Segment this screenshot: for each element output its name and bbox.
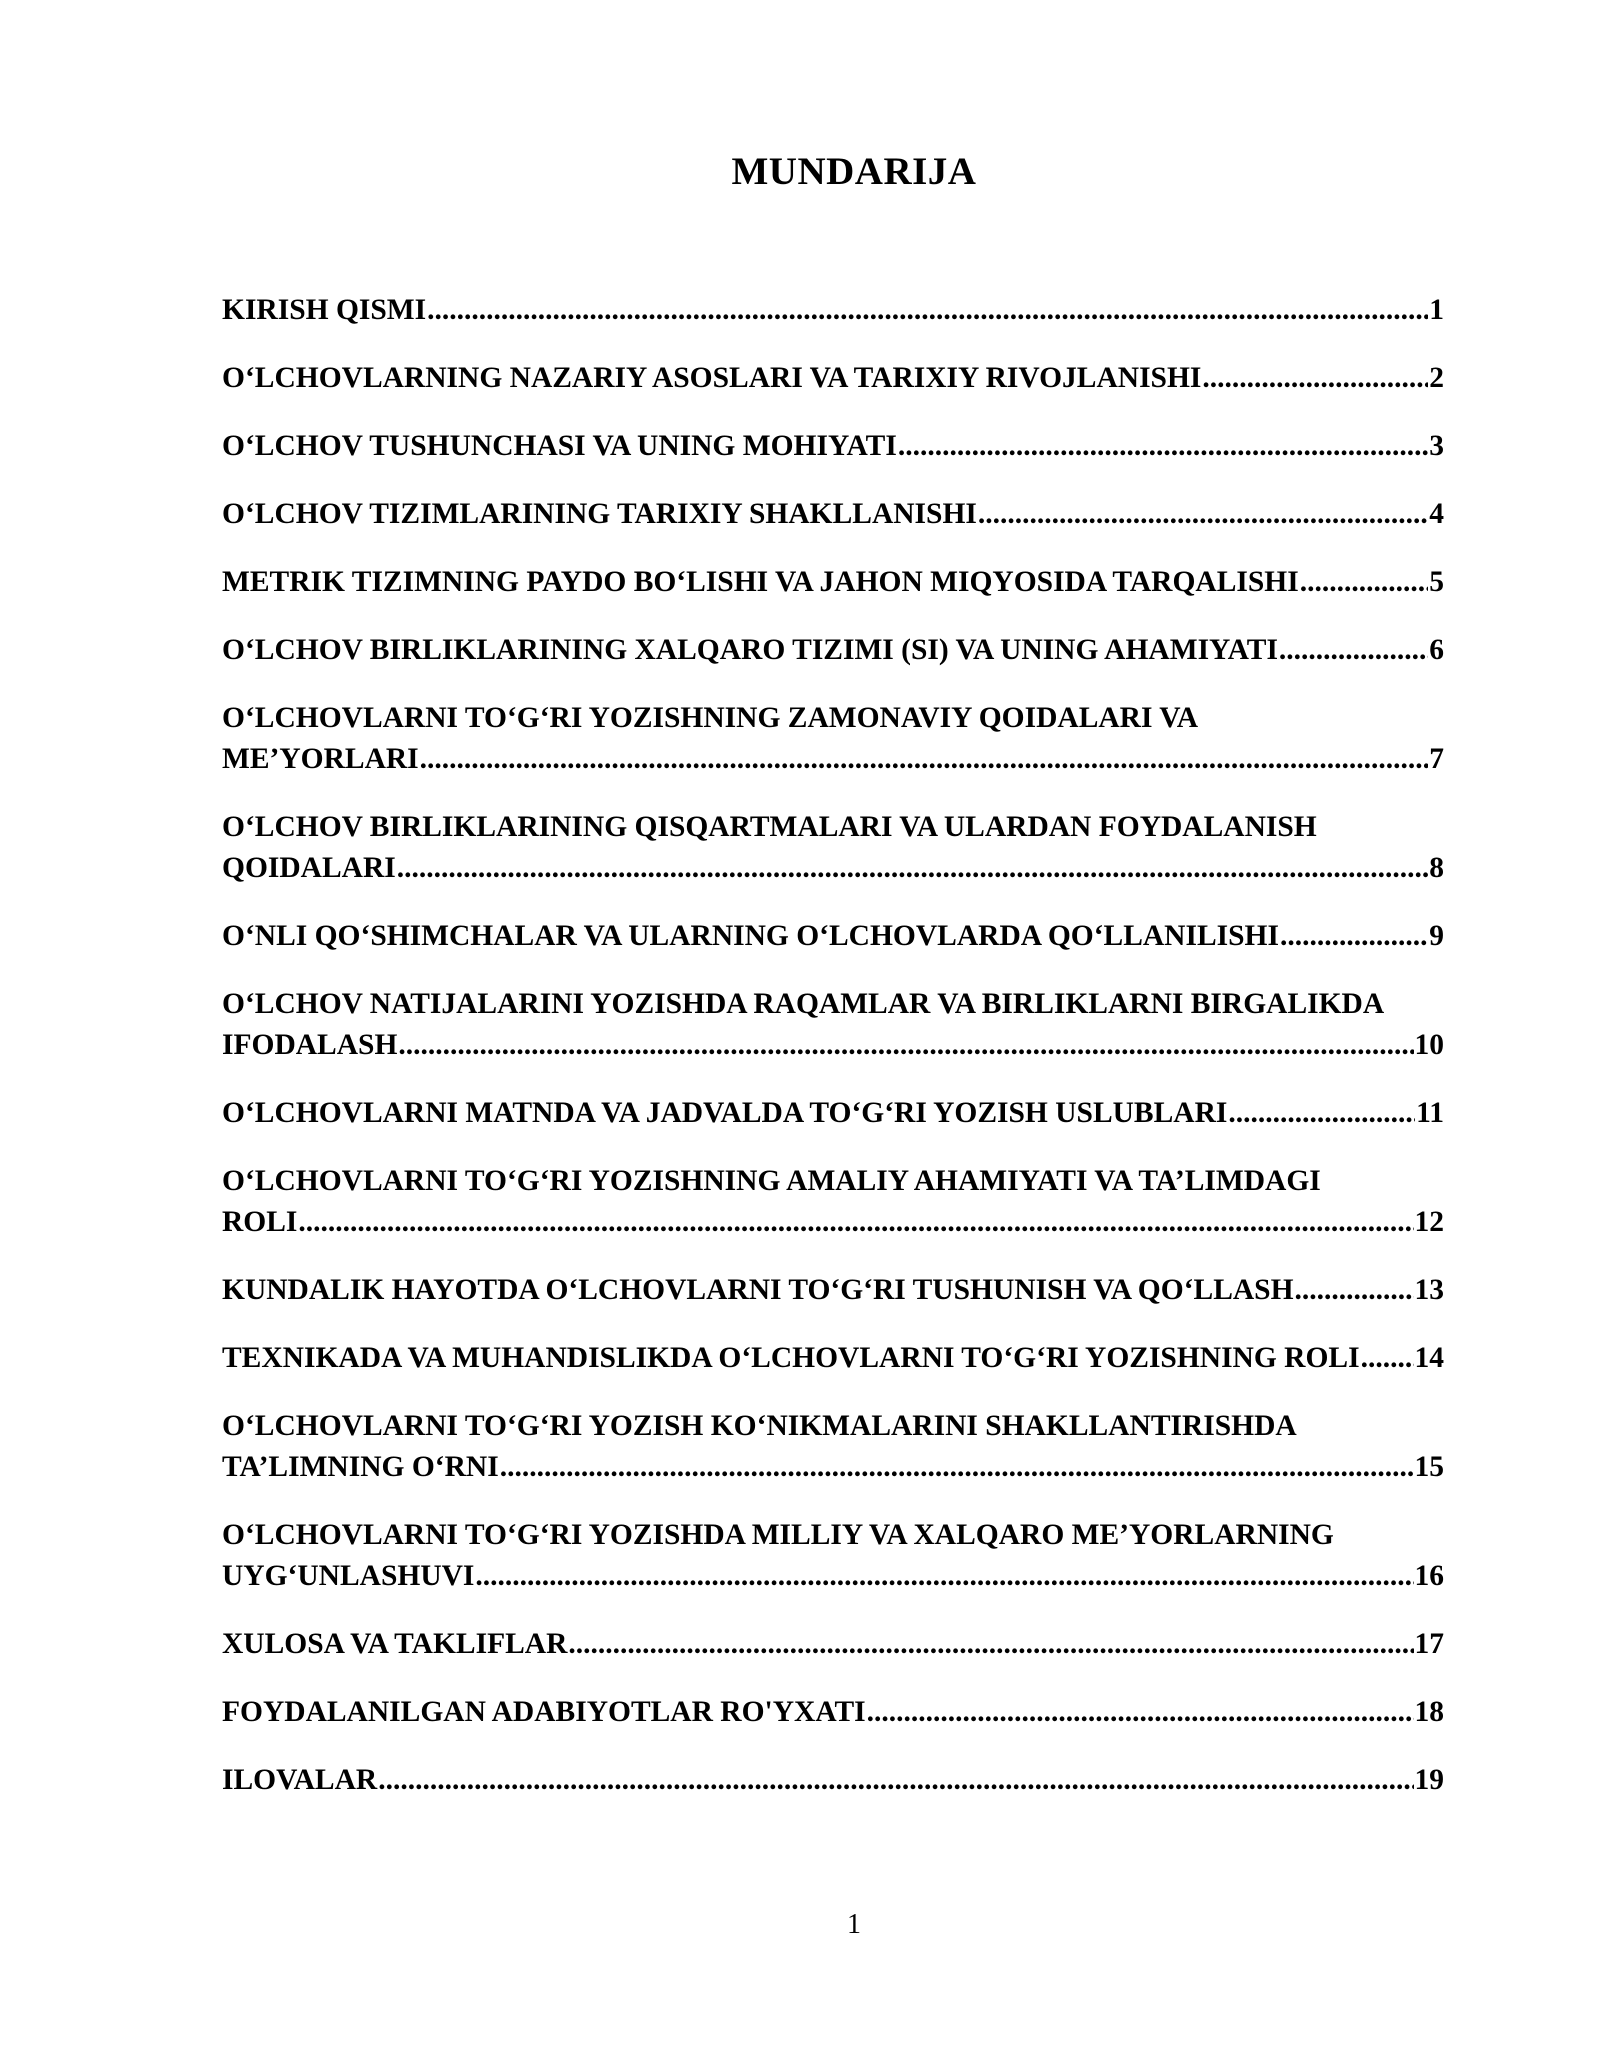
toc-entry-title: UYG‘UNLASHUVI [222,1560,475,1592]
toc-entry-title-line1: O‘LCHOVLARNI TO‘G‘RI YOZISHDA MILLIY VA XALQARO ME’YORLARNING [222,1519,1334,1551]
toc-entry-line [222,494,1444,535]
toc-entry-line [222,1692,1444,1733]
toc-entry-page-number: 12 [1414,1206,1444,1238]
toc-entry-title: KIRISH QISMI [222,294,427,326]
toc-entry-page-number: 15 [1414,1451,1444,1483]
toc-entry[interactable] [222,630,1482,671]
toc-entry-page-number: 4 [1429,498,1444,530]
toc-dot-leader [420,739,1429,780]
toc-entry-title: FOYDALANILGAN ADABIYOTLAR RO'YXATI [222,1696,866,1728]
toc-entry-title: O‘NLI QO‘SHIMCHALAR VA ULARNING O‘LCHOVLARDA QO‘LLANILISHI [222,920,1279,952]
toc-entry-page-number: 18 [1414,1696,1444,1728]
toc-entry-page-number: 13 [1414,1274,1444,1306]
toc-dot-leader [1228,1093,1415,1134]
toc-dot-leader [1300,562,1429,603]
toc-entry-line [222,426,1444,467]
toc-entry-title: KUNDALIK HAYOTDA O‘LCHOVLARNI TO‘G‘RI TUSHUNISH VA QO‘LLASH [222,1274,1294,1306]
toc-entry-title: O‘LCHOV TIZIMLARINING TARIXIY SHAKLLANISHI [222,498,977,530]
toc-entry-title: ILOVALAR [222,1764,378,1796]
toc-entry[interactable] [222,1338,1482,1379]
toc-entry-line [222,1447,1444,1488]
toc-entry-page-number: 5 [1429,566,1444,598]
toc-entry[interactable] [222,1692,1482,1733]
toc-entry-page-number: 3 [1429,430,1444,462]
toc-entry-page-number: 9 [1429,920,1444,952]
toc-entry[interactable] [222,698,1482,780]
toc-entry-line [222,1760,1444,1801]
toc-entry[interactable] [222,916,1482,957]
toc-entry[interactable] [222,1406,1482,1488]
toc-dot-leader [898,426,1428,467]
toc-entry[interactable] [222,1760,1482,1801]
toc-dot-leader [397,848,1429,889]
toc-entry-line [222,1202,1444,1243]
toc-dot-leader [1295,1270,1414,1311]
toc-entry[interactable] [222,358,1482,399]
toc-entry[interactable] [222,426,1482,467]
toc-entry-line [222,1338,1444,1379]
toc-dot-leader [1279,630,1428,671]
toc-dot-leader [867,1692,1414,1733]
toc-entry-line [222,358,1444,399]
toc-entry-title: O‘LCHOVLARNI MATNDA VA JADVALDA TO‘G‘RI YOZISH USLUBLARI [222,1097,1228,1129]
toc-entry-page-number: 1 [1429,294,1444,326]
toc-entry[interactable] [222,562,1482,603]
toc-entry[interactable] [222,1624,1482,1665]
toc-entry-line [222,290,1444,331]
table-of-contents [222,290,1482,1828]
toc-entry-page-number: 2 [1429,362,1444,394]
toc-dot-leader [568,1624,1413,1665]
toc-dot-leader [978,494,1428,535]
toc-entry[interactable] [222,807,1482,889]
toc-entry-line [222,848,1444,889]
toc-entry-line [222,562,1444,603]
toc-entry-title: ROLI [222,1206,298,1238]
toc-entry-title-line1: O‘LCHOV BIRLIKLARINING QISQARTMALARI VA ULARDAN FOYDALANISH [222,811,1317,843]
toc-entry-line [222,739,1444,780]
toc-entry-title: XULOSA VA TAKLIFLAR [222,1628,568,1660]
toc-entry-page-number: 14 [1414,1342,1444,1374]
toc-entry[interactable] [222,1093,1482,1134]
toc-entry-title: METRIK TIZIMNING PAYDO BO‘LISHI VA JAHON MIQYOSIDA TARQALISHI [222,566,1299,598]
toc-dot-leader [500,1447,1414,1488]
toc-entry-title: ME’YORLARI [222,743,419,775]
toc-entry-line [222,1556,1444,1597]
toc-entry-title: IFODALASH [222,1029,398,1061]
toc-entry-line [222,1270,1444,1311]
page-title: MUNDARIJA [731,150,977,193]
toc-entry-title: O‘LCHOV BIRLIKLARINING XALQARO TIZIMI (SI) VA UNING AHAMIYATI [222,634,1278,666]
toc-entry-line [222,1025,1444,1066]
toc-entry-page-number: 8 [1429,852,1444,884]
toc-entry-title: QOIDALARI [222,852,396,884]
page-number: 1 [847,1909,861,1940]
toc-entry[interactable] [222,1270,1482,1311]
toc-entry-title: O‘LCHOVLARNING NAZARIY ASOSLARI VA TARIXIY RIVOJLANISHI [222,362,1202,394]
toc-entry-title-line1: O‘LCHOVLARNI TO‘G‘RI YOZISH KO‘NIKMALARINI SHAKLLANTIRISHDA [222,1410,1297,1442]
toc-dot-leader [1280,916,1428,957]
toc-entry-title-line1: O‘LCHOVLARNI TO‘G‘RI YOZISHNING ZAMONAVIY QOIDALARI VA [222,702,1199,734]
toc-entry[interactable] [222,984,1482,1066]
toc-entry-page-number: 16 [1414,1560,1444,1592]
toc-entry-page-number: 10 [1414,1029,1444,1061]
toc-dot-leader [1361,1338,1414,1379]
toc-entry[interactable] [222,1515,1482,1597]
toc-entry[interactable] [222,1161,1482,1243]
toc-entry-title: O‘LCHOV TUSHUNCHASI VA UNING MOHIYATI [222,430,897,462]
toc-dot-leader [1202,358,1428,399]
toc-dot-leader [427,290,1428,331]
toc-entry-line [222,1093,1444,1134]
toc-entry-page-number: 11 [1416,1097,1444,1129]
toc-entry-title-line1: O‘LCHOV NATIJALARINI YOZISHDA RAQAMLAR VA BIRLIKLARNI BIRGALIKDA [222,988,1385,1020]
toc-dot-leader [475,1556,1413,1597]
toc-entry-title: TA’LIMNING O‘RNI [222,1451,499,1483]
toc-dot-leader [378,1760,1413,1801]
toc-entry-line [222,630,1444,671]
toc-entry[interactable] [222,494,1482,535]
toc-entry-title: TEXNIKADA VA MUHANDISLIKDA O‘LCHOVLARNI TO‘G‘RI YOZISHNING ROLI [222,1342,1360,1374]
toc-entry-line [222,1624,1444,1665]
toc-entry-title-line1: O‘LCHOVLARNI TO‘G‘RI YOZISHNING AMALIY AHAMIYATI VA TA’LIMDAGI [222,1165,1321,1197]
toc-dot-leader [398,1025,1413,1066]
toc-entry-page-number: 6 [1429,634,1444,666]
toc-entry-line [222,916,1444,957]
toc-entry-page-number: 7 [1429,743,1444,775]
toc-entry[interactable] [222,290,1482,331]
toc-entry-page-number: 19 [1414,1764,1444,1796]
toc-dot-leader [298,1202,1413,1243]
toc-entry-page-number: 17 [1414,1628,1444,1660]
